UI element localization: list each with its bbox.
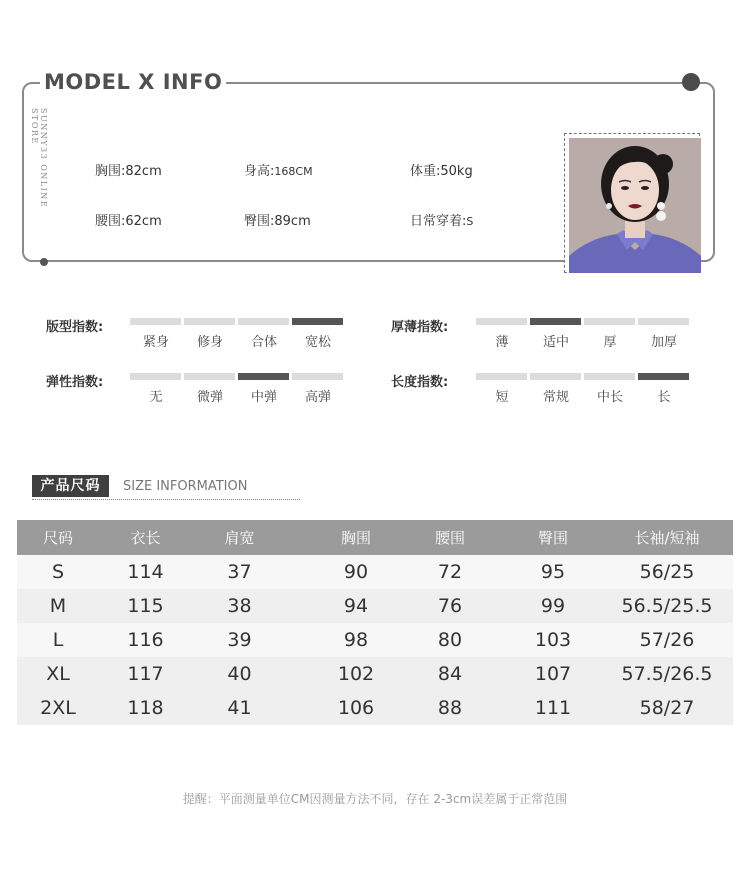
model-photo bbox=[569, 138, 701, 273]
index-fit-bar-1 bbox=[130, 318, 181, 325]
index-fit-option: 紧身 bbox=[142, 335, 169, 350]
size-section-divider bbox=[32, 499, 300, 500]
size-cell: 111 bbox=[534, 697, 572, 719]
size-cell: 88 bbox=[437, 697, 463, 719]
size-cell: 40 bbox=[227, 663, 252, 685]
size-table-header: 臀围 bbox=[537, 529, 568, 547]
size-cell: XL bbox=[46, 663, 70, 685]
index-elasticity-option: 高弹 bbox=[304, 390, 331, 405]
model-weight bbox=[410, 160, 473, 179]
index-elasticity-bar-4 bbox=[292, 373, 343, 380]
index-thickness-bar-4 bbox=[638, 318, 689, 325]
size-cell: 95 bbox=[540, 561, 566, 583]
size-cell: 116 bbox=[127, 629, 164, 651]
model-daily-size-label: 日常穿着: bbox=[410, 214, 467, 229]
index-fit-label: 版型指数: bbox=[46, 320, 104, 335]
size-cell: 84 bbox=[437, 663, 463, 685]
model-chest-label: 胸围: bbox=[95, 164, 126, 179]
model-height-label: 身高: bbox=[244, 164, 275, 179]
model-waist-value: 62cm bbox=[125, 214, 162, 229]
size-section-subtitle: SIZE INFORMATION bbox=[123, 479, 248, 494]
size-cell: 103 bbox=[534, 629, 572, 651]
model-waist bbox=[95, 210, 162, 229]
model-info-title: MODEL X INFO bbox=[40, 70, 226, 94]
size-table bbox=[17, 520, 733, 725]
index-fit-option: 宽松 bbox=[304, 335, 331, 350]
size-cell: 39 bbox=[227, 629, 252, 651]
size-cell: 118 bbox=[127, 697, 164, 719]
index-length-bar-3 bbox=[584, 373, 635, 380]
index-thickness-option: 适中 bbox=[542, 335, 569, 350]
size-cell: 37 bbox=[227, 561, 252, 583]
index-fit-option: 修身 bbox=[196, 335, 223, 350]
size-cell: 99 bbox=[540, 595, 566, 617]
model-weight-value: 50kg bbox=[440, 164, 473, 179]
size-cell: 57.5/26.5 bbox=[621, 663, 713, 685]
index-thickness-option: 厚 bbox=[603, 335, 617, 350]
size-cell: 115 bbox=[127, 595, 164, 617]
index-length-bar-4-selected bbox=[638, 373, 689, 380]
size-section-badge: 产品尺码 bbox=[32, 475, 109, 497]
size-cell: 38 bbox=[227, 595, 252, 617]
size-cell: S bbox=[51, 561, 65, 583]
model-height-value: 168CM bbox=[274, 165, 313, 178]
index-fit-bar-3 bbox=[238, 318, 289, 325]
measurement-note: 提醒：平面测量单位CM因测量方法不同，存在 2-3cm误差属于正常范围 bbox=[182, 792, 568, 806]
index-elasticity-option: 微弹 bbox=[196, 390, 223, 405]
size-table-row bbox=[17, 691, 733, 725]
size-table-header: 胸围 bbox=[340, 529, 371, 547]
index-length-bar-1 bbox=[476, 373, 527, 380]
decorative-dot bbox=[682, 73, 700, 91]
model-hip-label: 臀围: bbox=[244, 214, 275, 229]
index-thickness-label: 厚薄指数: bbox=[391, 320, 449, 335]
index-length-bar-2 bbox=[530, 373, 581, 380]
size-cell: 58/27 bbox=[639, 697, 695, 719]
size-cell: 41 bbox=[227, 697, 252, 719]
model-height bbox=[244, 160, 313, 179]
model-weight-label: 体重: bbox=[410, 164, 441, 179]
size-cell: 117 bbox=[127, 663, 164, 685]
index-elasticity-label: 弹性指数: bbox=[46, 375, 104, 390]
index-elasticity-option: 无 bbox=[149, 390, 163, 405]
size-cell: 107 bbox=[534, 663, 572, 685]
size-table-row bbox=[17, 589, 733, 623]
model-daily-size-value: S bbox=[466, 215, 474, 228]
decorative-dot-small bbox=[40, 258, 48, 266]
index-fit-bar-4-selected bbox=[292, 318, 343, 325]
size-cell: 2XL bbox=[40, 697, 76, 719]
size-cell: 72 bbox=[437, 561, 463, 583]
model-hip bbox=[244, 210, 311, 229]
model-chest bbox=[95, 160, 162, 179]
index-length-option: 中长 bbox=[596, 390, 623, 405]
size-cell: 57/26 bbox=[639, 629, 695, 651]
index-fit-bar-2 bbox=[184, 318, 235, 325]
size-table-row bbox=[17, 623, 733, 657]
size-table-header-row bbox=[17, 520, 733, 555]
size-cell: 80 bbox=[437, 629, 463, 651]
model-daily-size bbox=[410, 210, 473, 229]
size-cell: 56/25 bbox=[639, 561, 695, 583]
index-length-option: 常规 bbox=[542, 390, 569, 405]
size-cell: 106 bbox=[337, 697, 375, 719]
index-thickness-bar-1 bbox=[476, 318, 527, 325]
size-table-header: 腰围 bbox=[434, 529, 465, 547]
index-length-option: 短 bbox=[495, 390, 509, 405]
size-cell: L bbox=[52, 629, 64, 651]
index-elasticity-bar-3-selected bbox=[238, 373, 289, 380]
index-length-option: 长 bbox=[657, 390, 671, 405]
size-cell: 114 bbox=[127, 561, 164, 583]
size-table-header: 尺码 bbox=[42, 529, 73, 547]
size-table-header: 长袖/短袖 bbox=[634, 529, 700, 547]
store-vertical-text: SUNNY33 ONLINE STORE bbox=[30, 108, 48, 209]
size-table-header: 衣长 bbox=[130, 529, 161, 547]
size-cell: 102 bbox=[337, 663, 375, 685]
size-table-row bbox=[17, 657, 733, 691]
index-elasticity-option: 中弹 bbox=[250, 390, 277, 405]
size-cell: 94 bbox=[343, 595, 369, 617]
model-chest-value: 82cm bbox=[125, 164, 162, 179]
size-cell: 98 bbox=[343, 629, 369, 651]
index-fit-option: 合体 bbox=[250, 335, 277, 350]
index-length-label: 长度指数: bbox=[391, 375, 449, 390]
size-table-header: 肩宽 bbox=[224, 529, 255, 547]
size-cell: 90 bbox=[343, 561, 369, 583]
index-elasticity-bar-2 bbox=[184, 373, 235, 380]
index-thickness-bar-2-selected bbox=[530, 318, 581, 325]
index-elasticity-bar-1 bbox=[130, 373, 181, 380]
index-thickness-bar-3 bbox=[584, 318, 635, 325]
size-cell: M bbox=[49, 595, 67, 617]
model-hip-value: 89cm bbox=[274, 214, 311, 229]
index-thickness-option: 薄 bbox=[495, 335, 509, 350]
model-waist-label: 腰围: bbox=[95, 214, 126, 229]
size-cell: 76 bbox=[437, 595, 463, 617]
index-thickness-option: 加厚 bbox=[650, 335, 677, 350]
size-cell: 56.5/25.5 bbox=[621, 595, 713, 617]
size-table-row bbox=[17, 555, 733, 589]
